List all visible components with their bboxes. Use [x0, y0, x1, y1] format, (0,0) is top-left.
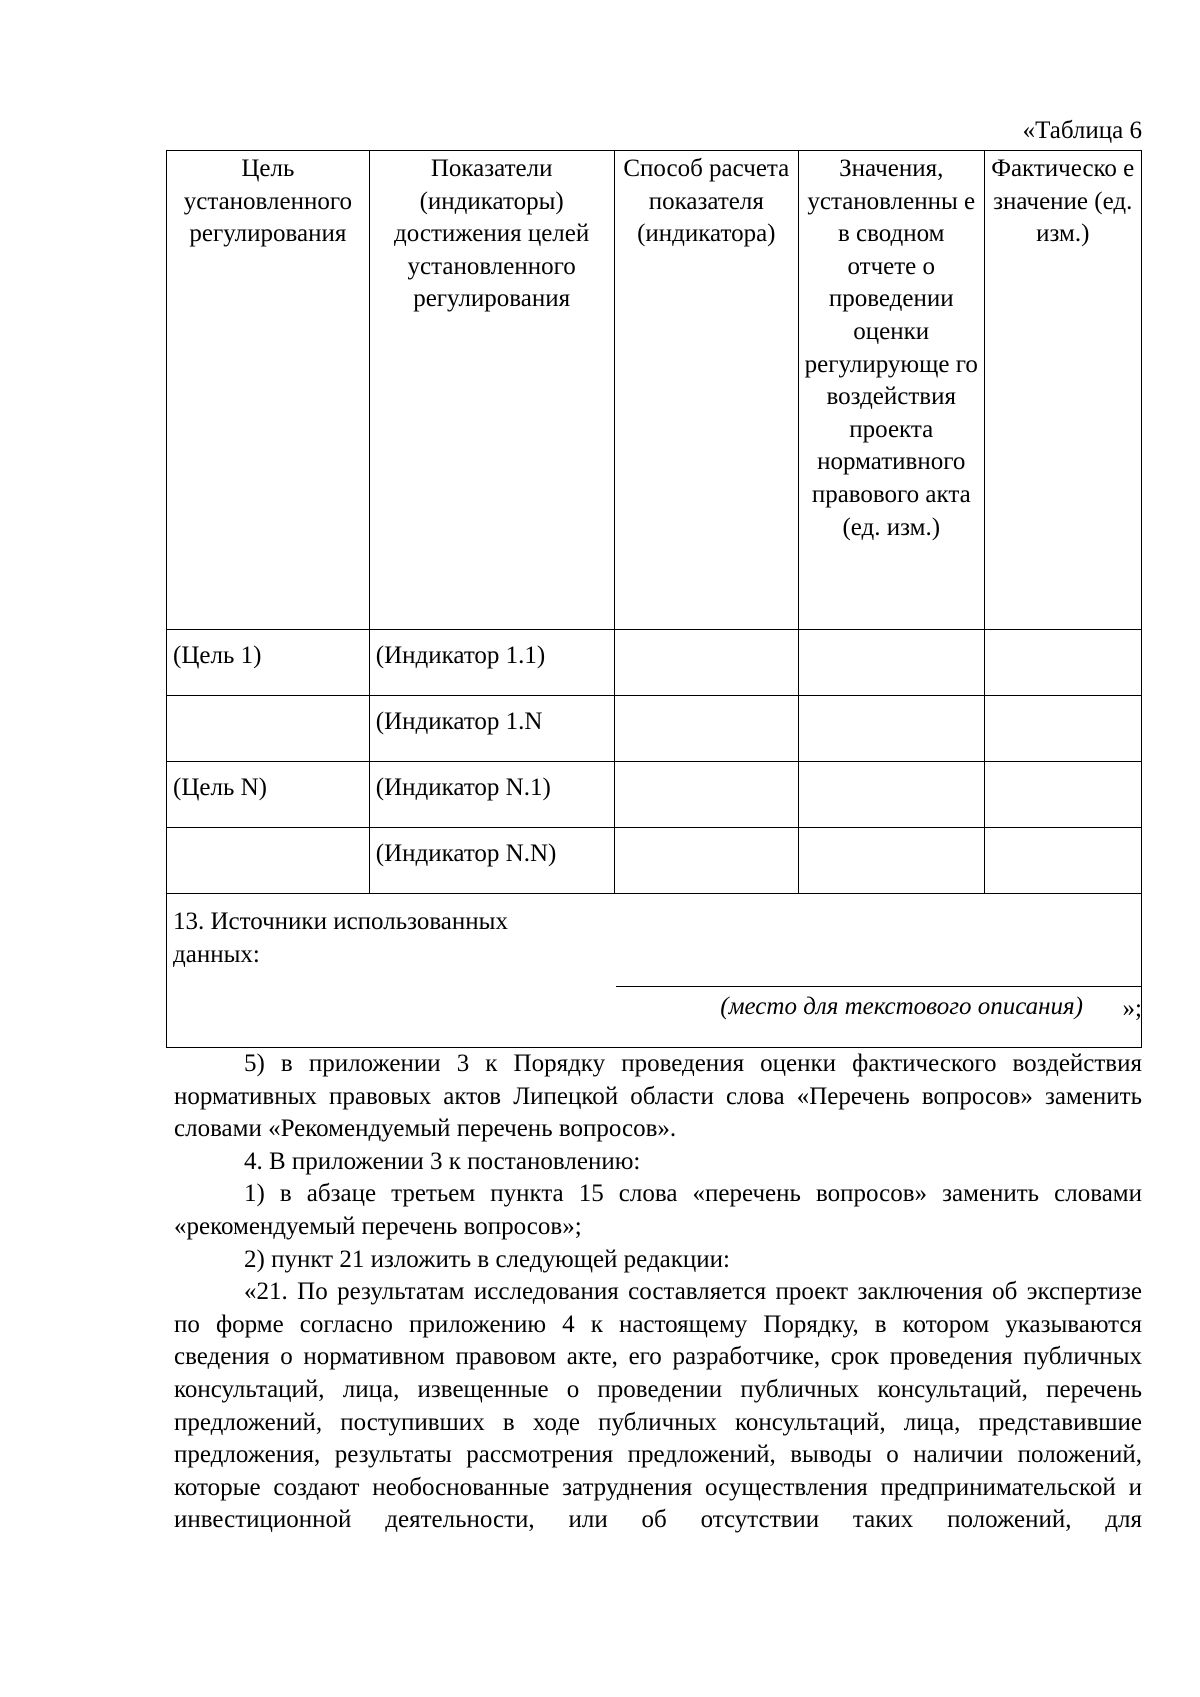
cell-empty [614, 762, 798, 828]
sources-row [167, 894, 1142, 1048]
cell-goal [167, 828, 370, 894]
cell-indicator: (Индикатор N.1) [369, 762, 614, 828]
table-row [167, 630, 1142, 696]
cell-empty [984, 828, 1142, 894]
cell-goal: (Цель 1) [167, 630, 370, 696]
sources-cell [167, 894, 1142, 1048]
cell-empty [799, 696, 985, 762]
table-row [167, 828, 1142, 894]
cell-indicator: (Индикатор 1.1) [369, 630, 614, 696]
paragraph: «21. По результатам исследования составляется проект заключения об экспертизе по форме согласно приложению 4 к настоящему Порядку, в котором указываются сведения о нормативном правовом акте, его разработчике, срок проведения публичных консультаций, лица, извещенные о проведении публичных консультаций, перечень предложений, поступивших в ходе публичных консультаций, лица, представившие предложения, результаты рассмотрения предложений, выводы о наличии положений, которые создают необоснованные затруднения осуществления предпринимательской и инвестиционной деятельности, или об отсутствии таких положений, для [174, 1278, 1142, 1534]
cell-empty [984, 696, 1142, 762]
closing-quote: »; [1122, 995, 1142, 1022]
sources-fill-line [616, 986, 1141, 987]
header-planned-values: Значения, установленны е в сводном отчете о проведении оценки регулирующе го воздействия проекта нормативного правового акта (ед. изм.) [799, 151, 985, 630]
indicators-table [166, 150, 1142, 1048]
cell-empty [614, 696, 798, 762]
table-row [167, 696, 1142, 762]
cell-empty [984, 630, 1142, 696]
paragraph: 5) в приложении 3 к Порядку проведения оценки фактического воздействия нормативных правовых актов Липецкой области слова «Перечень вопросов» заменить словами «Рекомендуемый перечень вопросов». [174, 1050, 1142, 1143]
sources-label: 13. Источники использованных данных: [173, 908, 508, 968]
table-header-row [167, 151, 1142, 630]
paragraph: 4. В приложении 3 к постановлению: [244, 1147, 641, 1175]
cell-goal: (Цель N) [167, 762, 370, 828]
paragraph: 2) пункт 21 изложить в следующей редакции: [244, 1245, 730, 1273]
paragraph: 1) в абзаце третьем пункта 15 слова «перечень вопросов» заменить словами «рекомендуемый перечень вопросов»; [174, 1180, 1142, 1240]
cell-indicator: (Индикатор 1.N [369, 696, 614, 762]
cell-empty [984, 762, 1142, 828]
cell-indicator: (Индикатор N.N) [369, 828, 614, 894]
sources-hint: (место для текстового описания) [720, 993, 1083, 1020]
header-actual-value: Фактическо е значение (ед. изм.) [984, 151, 1142, 630]
table-caption: «Таблица 6 [1022, 117, 1142, 144]
cell-empty [614, 630, 798, 696]
header-calculation-method: Способ расчета показателя (индикатора) [614, 151, 798, 630]
cell-goal [167, 696, 370, 762]
cell-empty [799, 828, 985, 894]
document-body [174, 1048, 1142, 1537]
cell-empty [799, 762, 985, 828]
header-indicators: Показатели (индикаторы) достижения целей установленного регулирования [369, 151, 614, 630]
table-row [167, 762, 1142, 828]
cell-empty [799, 630, 985, 696]
cell-empty [614, 828, 798, 894]
header-goal: Цель установленного регулирования [167, 151, 370, 630]
